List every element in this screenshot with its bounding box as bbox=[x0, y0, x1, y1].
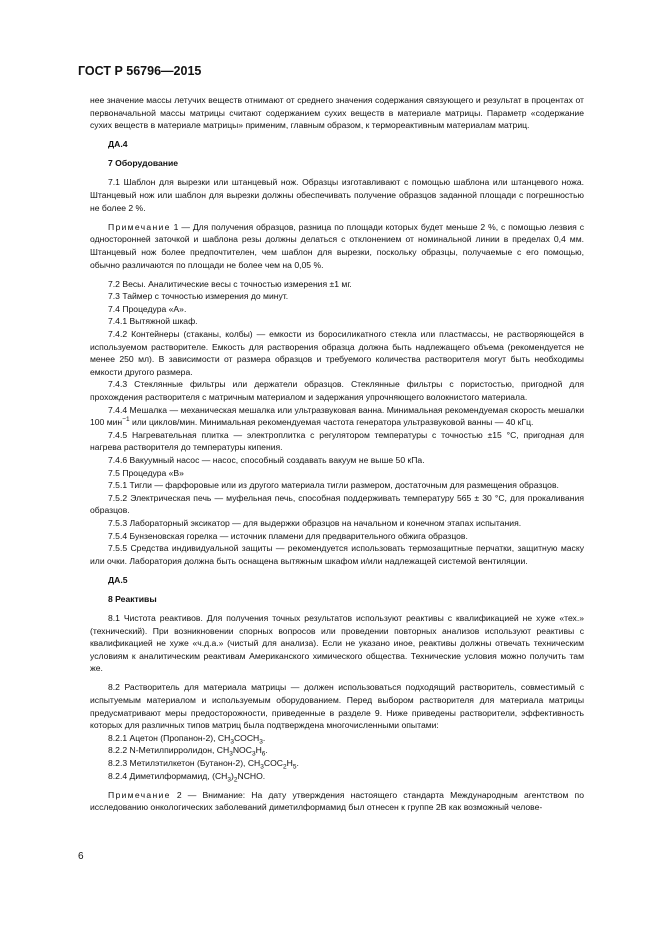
clause-7-1: 7.1 Шаблон для вырезки или штанцевый нож. Образцы изготавливают с помощью шаблона или штанцевого ножа. Штанцевый нож или шаблон для вырезки должны обеспечивать получение образцов заданной площади с погрешностью не более 2 %. bbox=[90, 177, 584, 213]
text: . bbox=[296, 758, 299, 768]
clause-8-2-4 bbox=[90, 770, 584, 783]
text: COC bbox=[263, 758, 283, 768]
clause-7-4: 7.4 Процедура «А». bbox=[108, 303, 187, 314]
superscript: −1 bbox=[122, 416, 130, 424]
text: 8.2.2 N-Метилпирролидон, CH bbox=[108, 745, 230, 756]
subscript: 3 bbox=[230, 738, 234, 746]
subscript: 3 bbox=[229, 751, 233, 759]
text: COCH bbox=[233, 732, 260, 743]
clause-8-2-3 bbox=[90, 757, 584, 770]
clause-7-3: 7.3 Таймер с точностью измерения до минут. bbox=[108, 291, 289, 302]
note-1 bbox=[90, 221, 584, 271]
page-number: 6 bbox=[78, 851, 84, 862]
clause-7-4-4 bbox=[90, 404, 584, 429]
section-heading-reagents: 8 Реактивы bbox=[108, 593, 157, 604]
subscript: 6 bbox=[261, 751, 266, 759]
subscript: 2 bbox=[282, 763, 287, 771]
subscript: 3 bbox=[259, 738, 263, 746]
clause-7-5-4: 7.5.4 Бунзеновская горелка — источник пламени для предварительного обжига образцов. bbox=[108, 530, 468, 541]
subscript: 5 bbox=[292, 763, 297, 771]
clause-7-4-6: 7.4.6 Вакуумный насос — насос, способный создавать вакуум не выше 50 кПа. bbox=[108, 454, 425, 465]
clause-8-1: 8.1 Чистота реактивов. Для получения точных результатов используют реактивы с квалификацией не хуже «тех.» (технический). При возникновении спорных вопросов или проведении повторных анализов используют реактивы с квалификацией не хуже «ч.д.а.» (чистый для анализа). Если не указано иное, реактивы должны отвечать техническим условиям к аналитическим реактивам Американского химического общества. Технические условия можно получить там же. bbox=[90, 612, 584, 674]
text: 8.2.4 Диметилформамид, (CH bbox=[108, 770, 228, 781]
text: NOC bbox=[232, 745, 252, 756]
text: H bbox=[286, 758, 293, 768]
subscript: 3 bbox=[251, 751, 256, 759]
clause-7-4-4-part1: 7.4.4 Мешалка — механическая мешалка или ультразвуковая ванна. Минимальная рекомендуемая скорость мешалки 100 мин bbox=[90, 404, 584, 428]
subscript: 2 bbox=[233, 776, 238, 784]
clause-7-4-5: 7.4.5 Нагревательная плитка — электроплитка с регулятором температуры с точностью ±15 °С, пригодная для нагрева растворителя до температуры кипения. bbox=[90, 429, 584, 453]
note-2-label: Примечание bbox=[108, 789, 171, 800]
text: ) bbox=[231, 770, 234, 781]
clause-7-5: 7.5 Процедура «В» bbox=[108, 467, 184, 478]
annex-label-da4: ДА.4 bbox=[108, 139, 128, 150]
paragraph-intro: нее значение массы летучих веществ отнимают от среднего значения содержания связующего и результат в процентах от первоначальной массы матрицы считают содержанием сухих веществ в материале матрицы. Параметр «содержание сухих веществ в материале матрицы» применим, главным образом, к термореактивным материалам матриц. bbox=[90, 95, 584, 131]
annex-label-da5: ДА.5 bbox=[108, 574, 128, 585]
clause-8-2: 8.2 Растворитель для материала матрицы — должен использоваться подходящий растворитель, совместимый с испытуемым материалом и используемым оборудованием. Перед выбором растворителя для материала матрицы предусматривают меры предосторожности, приведенные в разделе 9. Ниже приведены растворители, эффективность которых для различных типов матриц была подтверждена многочисленными опытами: bbox=[90, 682, 584, 731]
note-1-label: Примечание bbox=[108, 221, 171, 232]
text: . bbox=[265, 745, 268, 756]
document-body bbox=[90, 94, 584, 814]
clause-7-4-3: 7.4.3 Стеклянные фильтры или держатели образцов. Стеклянные фильтры с пористостью, пригодной для прохождения растворителя с матричным материалом и задержания упрочняющего волокнистого материала. bbox=[90, 379, 584, 402]
text: 8.2.3 Метилэтилкетон (Бутанон-2), CH bbox=[108, 758, 261, 768]
clause-7-4-2: 7.4.2 Контейнеры (стаканы, колбы) — емкости из боросиликатного стекла или пластмассы, не растворяющейся в используемом растворителе. Емкость для растворения образца должна быть надлежащего объема (рекомендуется не менее 250 мл). В зависимости от размера образцов и требуемого количества растворителя могут быть необходимы емкости другого размера. bbox=[90, 329, 584, 377]
text: 8.2.1 Ацетон (Пропанон-2), CH bbox=[108, 732, 231, 743]
clause-7-4-1: 7.4.1 Вытяжной шкаф. bbox=[108, 316, 198, 327]
note-1-text: 1 — Для получения образцов, разница по площади которых будет меньше 2 %, с помощью лезвия с односторонней заточкой и шаблона резы должны делаться с отклонением от номинальной линии в пределах 0,4 мм. Штанцевый нож более предпочтителен, чем шаблон для вырезки, поскольку образцы, получаемые с его помощью, обычно различаются по площади не более чем на 0,05 %. bbox=[90, 221, 584, 270]
clause-7-2: 7.2 Весы. Аналитические весы с точностью измерения ±1 мг. bbox=[108, 278, 352, 289]
text: . bbox=[262, 732, 266, 743]
section-heading-equipment: 7 Оборудование bbox=[108, 158, 179, 169]
clause-8-2-1 bbox=[90, 732, 584, 745]
clause-7-5-1: 7.5.1 Тигли — фарфоровые или из другого материала тигли размером, достаточным для размещения образцов. bbox=[108, 480, 559, 491]
clause-7-4-4-part2: или циклов/мин. Минимальная рекомендуемая частота генератора ультразвуковой ванны — 40 кГц. bbox=[129, 417, 534, 428]
clause-7-5-3: 7.5.3 Лабораторный эксикатор — для выдержки образцов на начальном и конечном этапах испытания. bbox=[108, 517, 522, 528]
subscript: 3 bbox=[260, 763, 264, 771]
subscript: 3 bbox=[227, 776, 231, 784]
clause-8-2-2 bbox=[90, 744, 584, 757]
clause-7-5-5: 7.5.5 Средства индивидуальной защиты — рекомендуется использовать термозащитные перчатки, защитную маску или очки. Лаборатория должна быть оснащена вытяжным шкафом и/или надлежащей системой вентиляции. bbox=[90, 543, 584, 566]
clause-7-5-2: 7.5.2 Электрическая печь — муфельная печь, способная поддерживать температуру 565 ± 30 °С, для прокаливания образцов. bbox=[90, 492, 584, 516]
note-2-text: 2 — Внимание: На дату утверждения настоящего стандарта Международным агентством по исследованию онкологических заболеваний диметилформамид был отнесен к группе 2В как возможный челове- bbox=[90, 789, 584, 813]
note-2 bbox=[90, 789, 584, 814]
text: NCHO. bbox=[237, 770, 266, 781]
page-header-title: ГОСТ Р 56796—2015 bbox=[78, 64, 202, 78]
text: H bbox=[255, 745, 262, 756]
